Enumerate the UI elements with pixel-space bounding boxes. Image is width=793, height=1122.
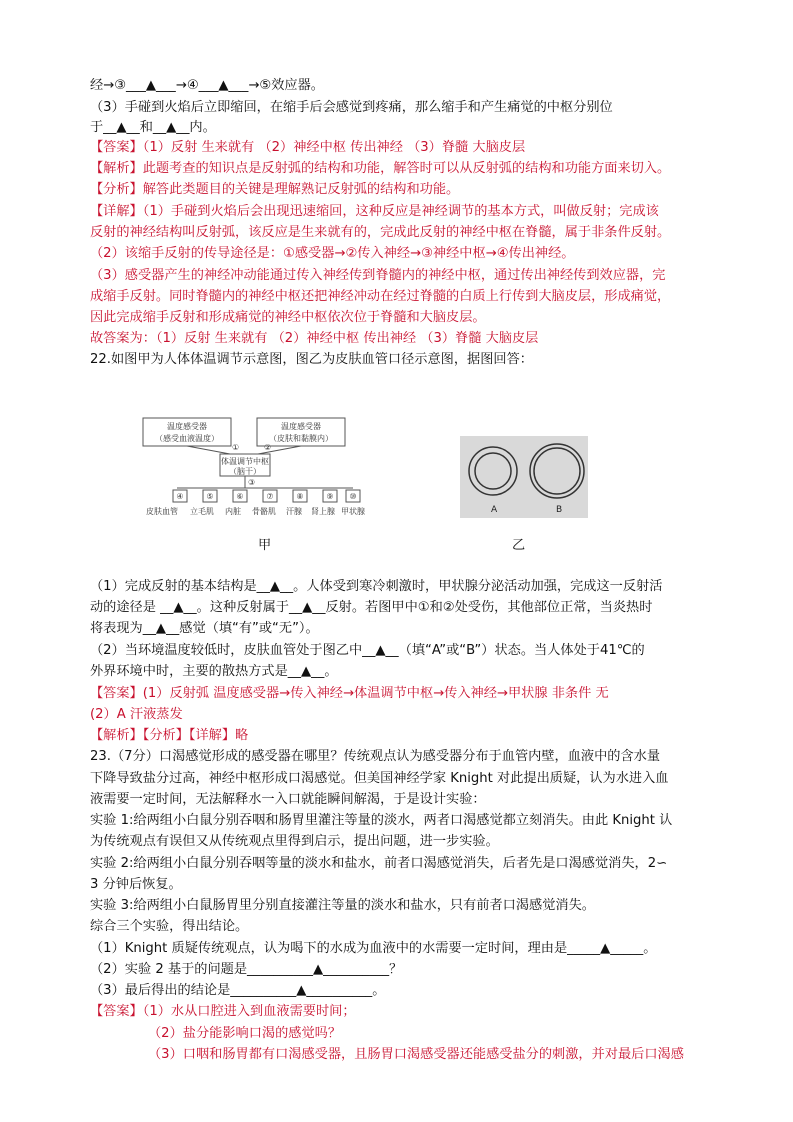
answer-line: 【答案】（1）反射 生来就有 （2）神经中枢 传出神经 （3）脊髓 大脑皮层 xyxy=(90,140,526,155)
num-10: ⑩ xyxy=(349,492,357,501)
analysis-line: 【解析】【分析】【详解】略 xyxy=(90,728,249,743)
text-line: 下降导致盐分过高，神经中枢形成口渴感觉。但美国神经学家 Knight 对此提出质疑，认为水进入血 xyxy=(90,771,669,786)
text-line: （3）手碰到火焰后立即缩回，在缩手后会感觉到疼痛，那么缩手和产生痛觉的中枢分别位 xyxy=(90,100,613,115)
answer-line: (2）A 汗液蒸发 xyxy=(90,707,183,722)
num-6: ⑥ xyxy=(236,492,244,501)
center-line1: 体温调节中枢 xyxy=(221,457,269,466)
effector-boxes xyxy=(173,490,360,502)
text-line: 实验 1:给两组小白鼠分别吞咽和肠胃里灌注等量的淡水，两者口渴感觉都立刻消失。由此 Knight 认 xyxy=(90,813,673,828)
text-line: 外界环境中时，主要的散热方式是__▲__。 xyxy=(90,664,338,679)
num-5: ⑤ xyxy=(206,492,214,501)
text-line: 实验 3:给两组小白鼠肠胃里分别直接灌注等量的淡水和盐水，只有前者口渴感觉消失。 xyxy=(90,898,595,913)
num-1: ① xyxy=(232,443,240,452)
text-line: 实验 2:给两组小白鼠分别吞咽等量的淡水和盐水，前者口渴感觉消失，后者先是口渴感觉消失，2∽ xyxy=(90,856,668,871)
figure-jia-caption: 甲 xyxy=(258,538,272,553)
effector-labels xyxy=(146,506,365,516)
detail-line: 【详解】（1）手碰到火焰后会出现迅速缩回，这种反应是神经调节的基本方式，叫做反射；完成该 xyxy=(90,204,659,219)
detail-line: 反射的神经结构叫反射弧，该反应是生来就有的，完成此反射的神经中枢在脊髓，属于非条件反射。 xyxy=(90,225,671,240)
effector-label: 立毛肌 xyxy=(190,507,214,516)
text-line: 为传统观点有误但又从传统观点里得到启示，提出问题，进一步实验。 xyxy=(90,834,499,849)
text-line: 动的途径是 __▲__。这种反射属于__▲__反射。若图甲中①和②处受伤，其他部位正常，当炎热时 xyxy=(90,600,653,615)
num-3: ③ xyxy=(248,478,256,487)
answer-line: （2）盐分能影响口渴的感觉吗？ xyxy=(148,1026,342,1041)
effector-label: 甲状腺 xyxy=(341,507,365,516)
label-b: B xyxy=(556,505,563,515)
text-line: 于__▲__和__▲__内。 xyxy=(90,120,216,135)
detail-line: （2）该缩手反射的传导途径是：①感受器→②传入神经→③神经中枢→④传出神经。 xyxy=(90,246,575,261)
text-line: 经→③___▲___→④___▲___→⑤效应器。 xyxy=(90,78,324,93)
num-8: ⑧ xyxy=(296,492,304,501)
box-right-line1: 温度感受器 xyxy=(281,422,321,431)
box-left-line2: （感受血液温度） xyxy=(155,434,219,443)
label-a: A xyxy=(491,505,498,515)
text-line: 综合三个实验，得出结论。 xyxy=(90,919,249,934)
question-23-line: 23.（7分）口渴感觉形成的感受器在哪里？传统观点认为感受器分布于血管内壁，血液中的含水量 xyxy=(90,749,661,764)
effector-label: 骨骼肌 xyxy=(252,507,276,516)
answer-line: （3）口咽和肠胃都有口渴感受器，且肠胃口渴感受器还能感受盐分的刺激，并对最后口渴感 xyxy=(148,1047,684,1062)
box-right-line2: （皮肤和黏膜内） xyxy=(269,434,333,443)
answer-line: 【答案】(1）反射弧 温度感受器→传入神经→体温调节中枢→传入神经→甲状腺 非条件 无 xyxy=(90,686,609,701)
text-line: （1）Knight 质疑传统观点，认为喝下的水成为血液中的水需要一定时间，理由是_____▲_____。 xyxy=(90,941,657,956)
center-line2: （脑干） xyxy=(229,467,261,476)
text-line: 将表现为__▲__感觉（填“有”或“无”）。 xyxy=(90,621,319,636)
answer-summary-line: 故答案为：（1）反射 生来就有 （2）神经中枢 传出神经 （3）脊髓 大脑皮层 xyxy=(90,331,539,346)
effector-label: 汗腺 xyxy=(286,507,302,516)
text-line: 液需要一定时间，无法解释水一入口就能瞬间解渴，于是设计实验： xyxy=(90,792,486,807)
effector-label: 内脏 xyxy=(225,507,241,516)
detail-line: （3）感受器产生的神经冲动能通过传入神经传到脊髓内的神经中枢，通过传出神经传到效应器，完 xyxy=(90,268,666,283)
effector-label: 皮肤血管 xyxy=(146,507,178,516)
text-line: （2）当环境温度较低时，皮肤血管处于图乙中__▲__（填“A”或“B”）状态。当人体处于41℃的 xyxy=(90,643,645,658)
text-line: 3 分钟后恢复。 xyxy=(90,877,182,892)
text-line: （3）最后得出的结论是__________▲__________。 xyxy=(90,983,386,998)
effector-label: 肾上腺 xyxy=(311,507,335,516)
num-4: ④ xyxy=(176,492,184,501)
figure-yi-caption: 乙 xyxy=(512,538,526,553)
text-line: （1）完成反射的基本结构是__▲__。人体受到寒冷刺激时，甲状腺分泌活动加强，完成这一反射活 xyxy=(90,579,663,594)
analysis-line: 【解析】此题考查的知识点是反射弧的结构和功能，解答时可以从反射弧的结构和功能方面来切入。 xyxy=(90,161,671,176)
box-left-line1: 温度感受器 xyxy=(167,422,207,431)
text-line: （2）实验 2 基于的问题是__________▲__________？ xyxy=(90,962,403,977)
num-7: ⑦ xyxy=(266,492,274,501)
num-2: ② xyxy=(264,443,272,452)
detail-line: 成缩手反射。同时脊髓内的神经中枢还把神经冲动在经过脊髓的白质上行传到大脑皮层，形成痛觉， xyxy=(90,289,671,304)
figure-yi-diagram xyxy=(460,436,588,518)
question-22-line: 22.如图甲为人体体温调节示意图，图乙为皮肤血管口径示意图，据图回答： xyxy=(90,352,533,367)
detail-line: 因此完成缩手反射和形成痛觉的神经中枢依次位于脊髓和大脑皮层。 xyxy=(90,310,486,325)
num-9: ⑨ xyxy=(326,492,334,501)
analysis-line: 【分析】解答此类题目的关键是理解熟记反射弧的结构和功能。 xyxy=(90,182,460,197)
figure-jia-diagram xyxy=(140,410,370,520)
answer-line: 【答案】（1）水从口腔进入到血液需要时间； xyxy=(90,1004,356,1019)
